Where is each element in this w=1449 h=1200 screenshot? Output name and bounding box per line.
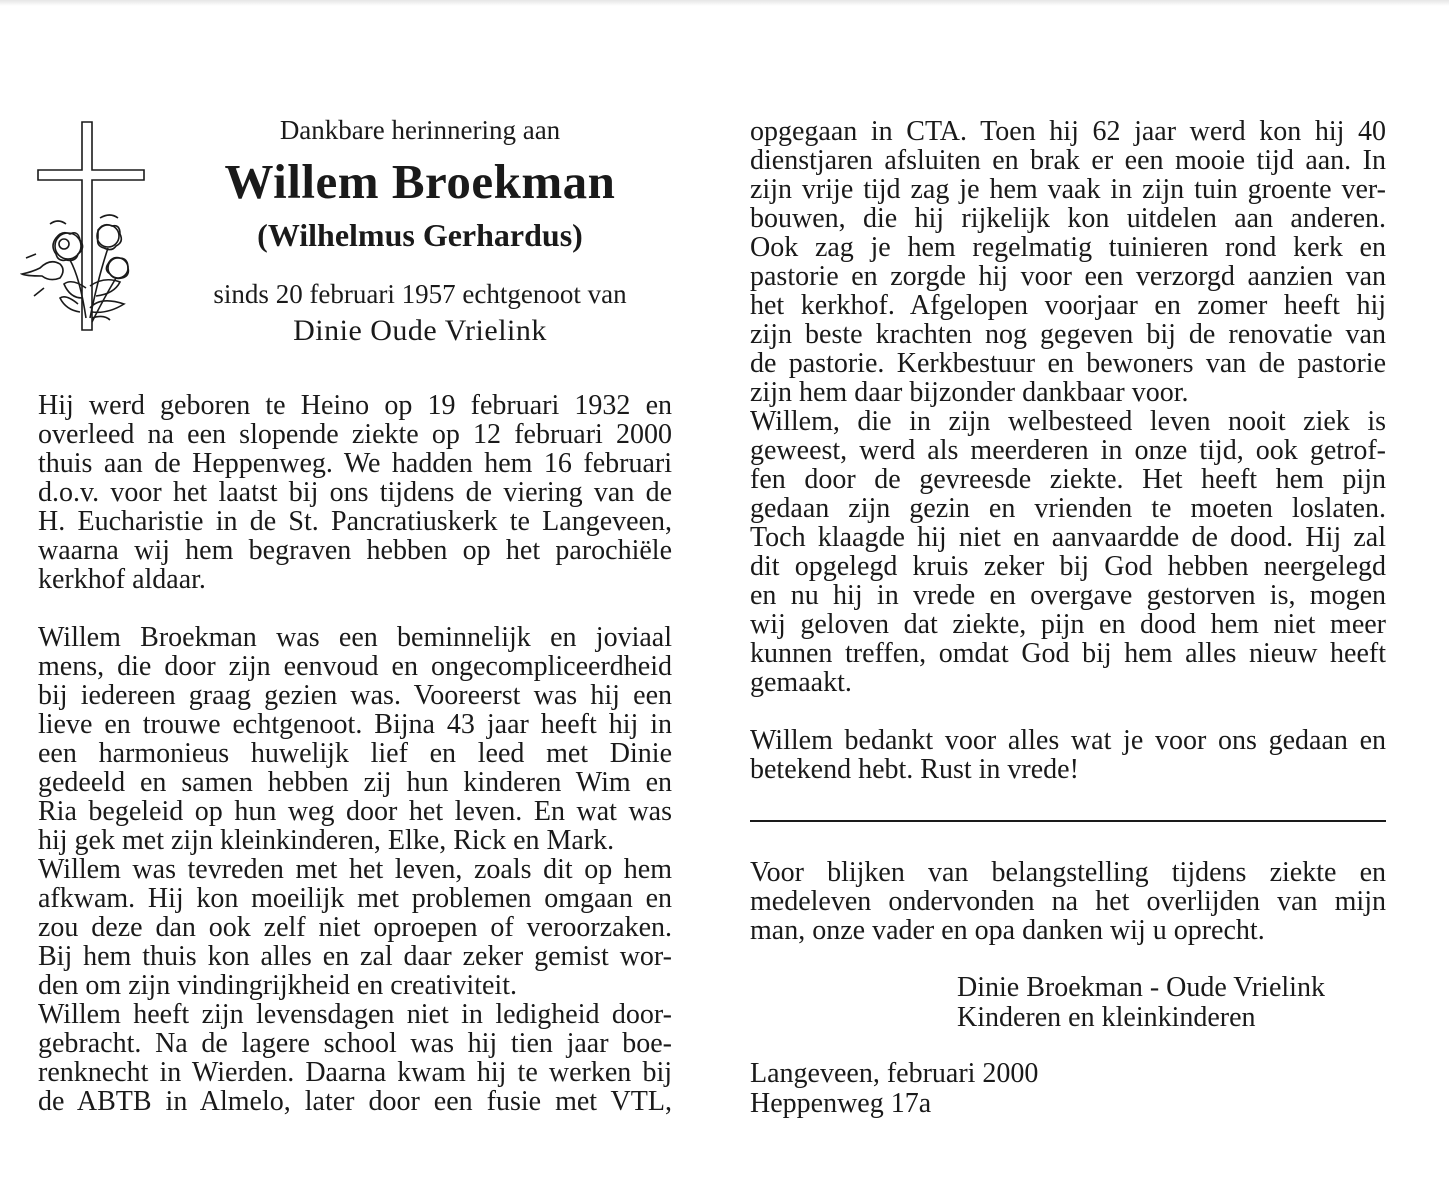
text-line: Willem, die in zijn welbesteed leven nooit ziek is [750,406,1386,437]
text-line: opgegaan in CTA. Toen hij 62 jaar werd kon hij 40 [750,116,1386,147]
text-line: betekend hebt. Rust in vrede! [750,754,1079,785]
text-line: de pastorie. Kerkbestuur en bewoners van de pastorie [750,348,1386,379]
signature-family: Dinie Broekman - Oude Vrielink [957,972,1325,1003]
text-line: gebracht. Na de lagere school was hij tien jaar boe- [38,1028,672,1059]
text-line: d.o.v. voor het laatst bij ons tijdens de viering van de [38,477,672,508]
text-line: Voor blijken van belangstelling tijdens ziekte en [750,857,1386,888]
text-line: afkwam. Hij kon moeilijk met problemen omgaan en [38,883,672,914]
married-since: sinds 20 februari 1957 echtgenoot van [213,279,627,309]
paragraph-career [750,117,1386,407]
text-line: gedaan zijn gezin en vrienden te moeten loslaten. [750,493,1386,524]
paragraph-character [38,623,672,1116]
text-line: lieve en trouwe echtgenoot. Bijna 43 jaar heeft hij in [38,709,672,740]
text-line: mens, die door zijn eenvoud en ongecompliceerdheid [38,651,672,682]
text-line: medeleven ondervonden na het overlijden van mijn [750,886,1386,917]
text-line: en nu hij in vrede en overgave gestorven is, mogen [750,580,1386,611]
text-line: hij gek met zijn kleinkinderen, Elke, Rick en Mark. [38,825,615,856]
address: Heppenweg 17a [750,1088,932,1119]
cross-with-flowers-icon [20,118,150,338]
paragraph-illness [750,407,1386,697]
text-line: Ook zag je hem regelmatig tuinieren rond kerk en [750,232,1386,263]
text-line: Bij hem thuis kon alles en zal daar zeker gemist wor- [38,941,672,972]
text-line: thuis aan de Heppenweg. We hadden hem 16 februari [38,448,672,479]
text-line: renknecht in Wierden. Daarna kwam hij te werken bij [38,1057,672,1088]
text-line: zijn beste krachten nog gegeven bij de renovatie van [750,319,1386,350]
text-line: kerkhof aldaar. [38,564,206,595]
text-line: Willem was tevreden met het leven, zoals dit op hem [38,854,672,885]
text-line: dienstjaren afsluiten en brak er een mooie tijd aan. In [750,145,1386,176]
text-line: geweest, werd als meerderen in onze tijd, ook getrof- [750,435,1386,466]
text-line: bouwen, die hij rijkelijk kon uitdelen aan anderen. [750,203,1386,234]
intro-text: Dankbare herinnering aan [279,115,561,145]
text-line: een harmonieus huwelijk lief en leed met Dinie [38,738,672,769]
text-line: Willem bedankt voor alles wat je voor ons gedaan en [750,725,1386,756]
text-line: den om zijn vindingrijkheid en creativiteit. [38,970,517,1001]
text-line: zijn vrije tijd zag je hem vaak in zijn tuin groente ver- [750,174,1386,205]
text-line: zou deze dan ook zelf niet oproepen of veroorzaken. [38,912,672,943]
text-line: dit opgelegd kruis zeker bij God hebben neergelegd [750,551,1386,582]
signature-children: Kinderen en kleinkinderen [957,1002,1256,1033]
text-line: H. Eucharistie in de St. Pancratiuskerk te Langeveen, [38,506,672,537]
text-line: Willem heeft zijn levensdagen niet in ledigheid door- [38,999,672,1030]
text-line: overleed na een slopende ziekte op 12 februari 2000 [38,419,672,450]
text-line: Willem Broekman was een beminnelijk en joviaal [38,622,672,653]
paragraph-birth-death [38,391,672,594]
text-line: gedeeld en samen hebben zij hun kinderen Wim en [38,767,672,798]
place-and-address [750,1059,1038,1119]
text-line: bij iedereen graag gezien was. Vooreerst was hij een [38,680,672,711]
right-column [750,117,1386,784]
text-line: Toch klaagde hij niet en aanvaardde de dood. Hij zal [750,522,1386,553]
text-line: zijn hem daar bijzonder dankbaar voor. [750,377,1189,408]
card-header [170,112,670,350]
deceased-name: Willem Broekman [224,154,616,209]
signatories [957,973,1325,1033]
text-line: pastorie en zorgde hij voor een verzorgd aanzien van [750,261,1386,292]
text-line: het kerkhof. Afgelopen voorjaar en zomer heeft hij [750,290,1386,321]
left-column [38,391,672,1116]
text-line: kunnen treffen, omdat God bij hem alles nieuw heeft [750,638,1386,669]
text-line: waarna wij hem begraven hebben op het parochiële [38,535,672,566]
text-line: fen door de gevreesde ziekte. Het heeft hem pijn [750,464,1386,495]
text-line: Hij werd geboren te Heino op 19 februari 1932 en [38,390,672,421]
text-line: gemaakt. [750,667,852,698]
divider-line [750,820,1386,822]
spouse-name: Dinie Oude Vrielink [293,314,547,347]
paragraph-farewell [750,726,1386,784]
text-line: de ABTB in Almelo, later door een fusie met VTL, [38,1086,672,1117]
acknowledgement-text [750,858,1386,945]
deceased-full-name: (Wilhelmus Gerhardus) [257,217,583,253]
text-line: Ria begeleid op hun weg door het leven. En wat was [38,796,672,827]
text-line: wij geloven dat ziekte, pijn en dood hem niet meer [750,609,1386,640]
text-line: man, onze vader en opa danken wij u oprecht. [750,915,1265,946]
place-date: Langeveen, februari 2000 [750,1058,1039,1089]
